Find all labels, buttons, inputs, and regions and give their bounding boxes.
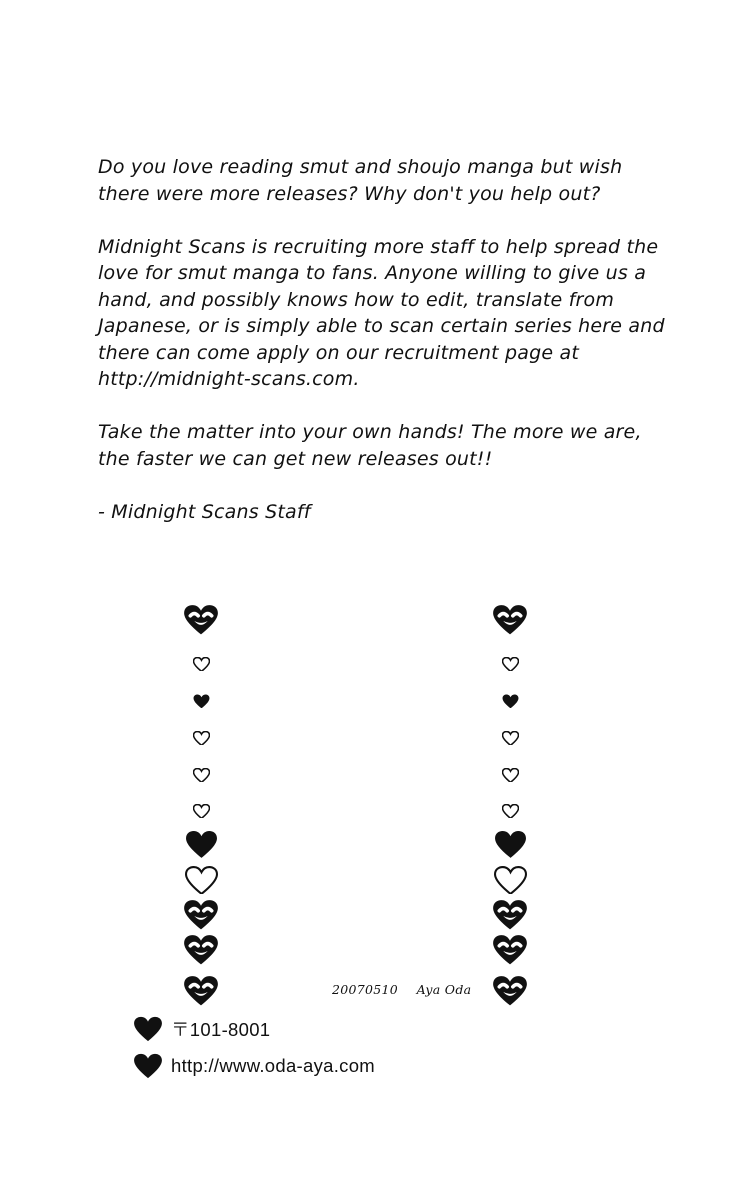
face-heart-icon	[183, 899, 219, 931]
face-heart-icon	[492, 604, 528, 636]
small-solid-heart-icon	[502, 694, 519, 709]
website-row	[133, 1053, 375, 1079]
small-outline-heart-icon	[193, 731, 210, 746]
website-link[interactable]: http://www.oda-aya.com	[171, 1055, 376, 1076]
face-heart-icon	[183, 934, 219, 966]
small-outline-heart-icon	[502, 804, 519, 819]
author-note-date: 20070510	[332, 982, 399, 997]
face-heart-icon	[183, 975, 219, 1007]
large-outline-heart-icon	[494, 866, 527, 895]
intro-paragraph: Do you love reading smut and shoujo manga but wish there were more releases? Why don't you help out?	[98, 156, 623, 205]
small-outline-heart-icon	[193, 804, 210, 819]
large-solid-heart-icon	[185, 830, 218, 859]
postal-row	[133, 1016, 270, 1042]
small-outline-heart-icon	[193, 768, 210, 783]
small-outline-heart-icon	[193, 657, 210, 672]
large-solid-heart-icon	[494, 830, 527, 859]
postal-code: 〒101-8001	[171, 1019, 271, 1040]
recruitment-message	[98, 154, 678, 552]
small-outline-heart-icon	[502, 657, 519, 672]
face-heart-icon	[492, 934, 528, 966]
author-note-name: Aya Oda	[416, 982, 472, 997]
author-note	[332, 982, 471, 997]
small-outline-heart-icon	[502, 731, 519, 746]
heart-bullet-icon	[133, 1016, 163, 1042]
staff-signoff: - Midnight Scans Staff	[98, 500, 311, 523]
face-heart-icon	[183, 604, 219, 636]
large-outline-heart-icon	[185, 866, 218, 895]
call-to-action-paragraph: Take the matter into your own hands! The more we are, the faster we can get new releases out!!	[98, 421, 642, 470]
face-heart-icon	[492, 899, 528, 931]
small-outline-heart-icon	[502, 768, 519, 783]
recruit-paragraph: Midnight Scans is recruiting more staff to help spread the love for smut manga to fans. Anyone willing to give us a hand, and possibly knows how to edit, translate from Japanese, or is simply able to scan certain series here and there can come apply on our recruitment page at http://midnight-scans.com.	[98, 235, 665, 390]
face-heart-icon	[492, 975, 528, 1007]
heart-bullet-icon	[133, 1053, 163, 1079]
small-solid-heart-icon	[193, 694, 210, 709]
